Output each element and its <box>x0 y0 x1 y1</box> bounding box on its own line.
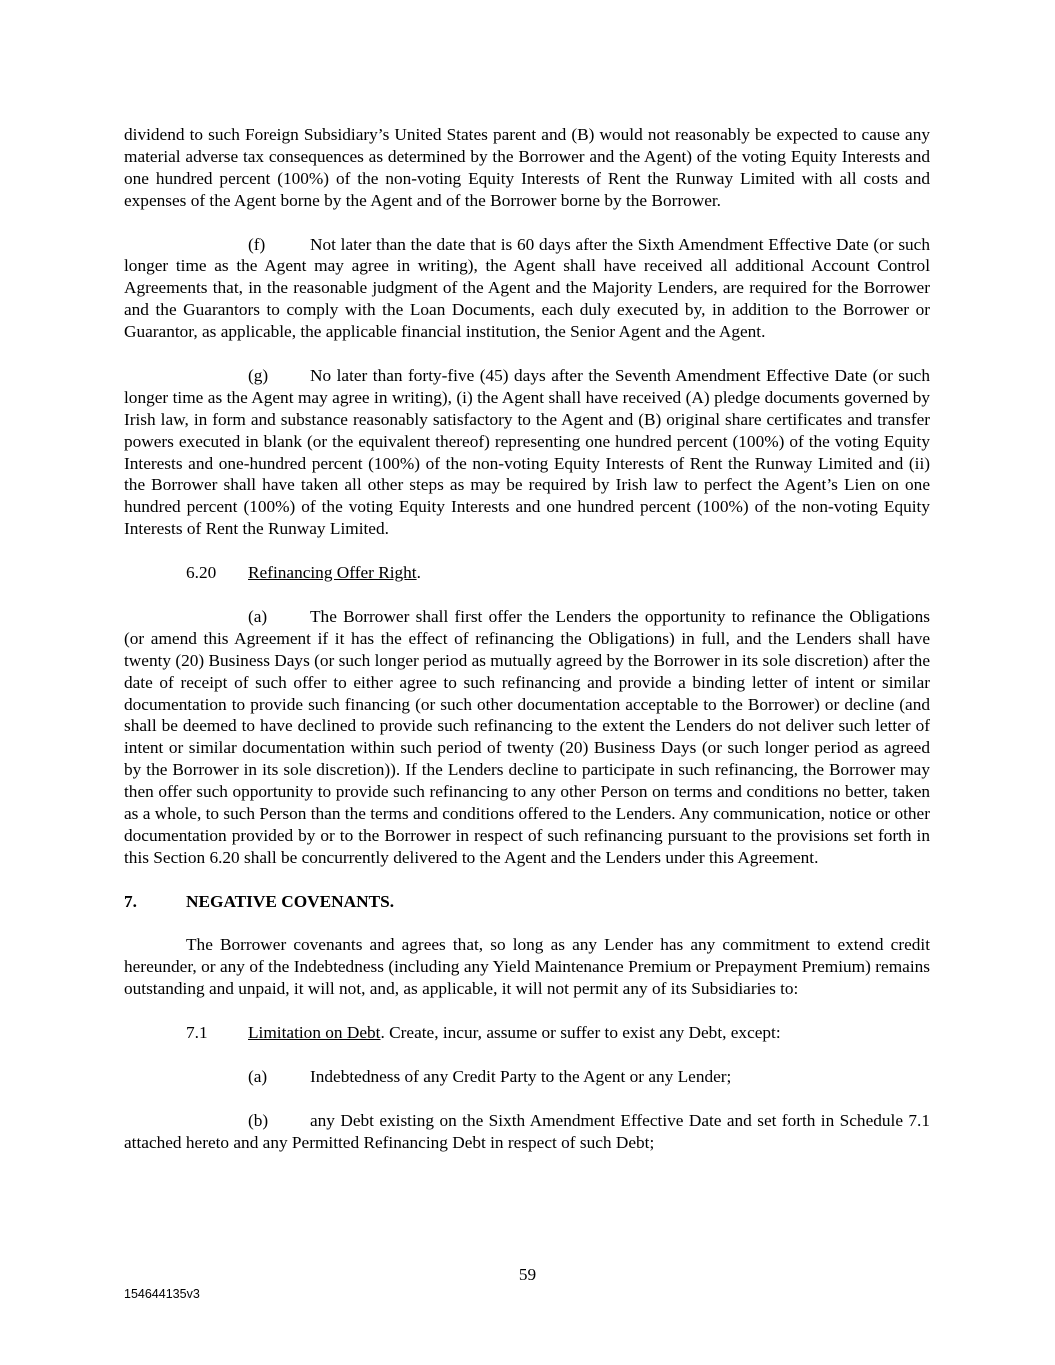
document-id: 154644135v3 <box>124 1287 200 1301</box>
paragraph-g <box>124 365 930 540</box>
clause-label: (g) <box>248 365 269 385</box>
section-number: 7.1 <box>186 1023 208 1043</box>
paragraph-7-1-b <box>124 1110 930 1154</box>
clause-text: any Debt existing on the Sixth Amendment Effective Date and set forth in Schedule 7.1 attached hereto and any Permitted Refinancing Debt in respect of such Debt; <box>124 1110 930 1152</box>
article-7-heading <box>124 891 930 913</box>
clause-label: (a) <box>248 606 268 626</box>
article-7-intro: The Borrower covenants and agrees that, so long as any Lender has any commitment to extend credit hereunder, or any of the Indebtedness (including any Yield Maintenance Premium or Prepayment Premium) remains outstanding and unpaid, it will not, and, as applicable, it will not permit any of its Subsidiaries to: <box>124 935 930 999</box>
article-title: NEGATIVE COVENANTS. <box>186 891 395 911</box>
clause-label: (b) <box>248 1110 269 1130</box>
paragraph-6-20-a <box>124 606 930 869</box>
section-title: Limitation on Debt <box>248 1023 381 1043</box>
article-number: 7. <box>124 891 137 911</box>
paragraph-f <box>124 234 930 344</box>
clause-text: The Borrower shall first offer the Lenders the opportunity to refinance the Obligations (or amend this Agreement if it has the effect of refinancing the Obligations) in full, and the Lenders shall have twenty (20) Business Days (or such longer period as mutually agreed by the Borrower in its sole discretion) after the date of receipt of such offer to either agree to such refinancing and provide a binding letter of intent or similar documentation to provide such financing (or such other documentation acceptable to the Borrower) or decline (and shall be deemed to have declined to provide such refinancing to the extent the Lenders do not deliver such letter of intent or similar documentation within such period of twenty (20) Business Days (or such longer period as agreed by the Borrower in its sole discretion)). If the Lenders decline to participate in such refinancing, the Borrower may then offer such opportunity to provide such refinancing to any other Person on terms and conditions no better, taken as a whole, to such Person than the terms and conditions offered to the Lenders. Any communication, notice or other documentation provided by or to the Borrower in respect of such refinancing pursuant to the provisions set forth in this Section 6.20 shall be concurrently delivered to the Agent and the Lenders under this Agreement. <box>124 606 930 867</box>
document-page <box>124 124 930 1153</box>
clause-label: (f) <box>248 234 266 254</box>
clause-text: Indebtedness of any Credit Party to the Agent or any Lender; <box>310 1066 732 1086</box>
section-7-1 <box>124 1022 930 1044</box>
paragraph-continuation: dividend to such Foreign Subsidiary’s United States parent and (B) would not reasonably be expected to cause any material adverse tax consequences as determined by the Borrower and the Agent) of the voting Equity Interests and one hundred percent (100%) of the non-voting Equity Interests of Rent the Runway Limited with all costs and expenses of the Agent borne by the Agent and of the Borrower borne by the Borrower. <box>124 125 930 210</box>
section-title-period: . <box>416 563 421 583</box>
clause-text: No later than forty-five (45) days after the Seventh Amendment Effective Date (or such longer time as the Agent may agree in writing), (i) the Agent shall have received (A) pledge documents governed by Irish law, in form and substance reasonably satisfactory to the Agent and (B) original share certificates and transfer powers executed in blank (or the equivalent thereof) representing one hundred percent (100%) of the voting Equity Interests and one-hundred percent (100%) of the non-voting Equity Interests of Rent the Runway Limited and (ii) the Borrower shall have taken all other steps as may be required by Irish law to perfect the Agent’s Lien on one hundred percent (100%) of the voting Equity Interests and one hundred percent (100%) of the non-voting Equity Interests of Rent the Runway Limited. <box>124 365 930 539</box>
section-title: Refinancing Offer Right <box>248 563 417 583</box>
clause-label: (a) <box>248 1066 268 1086</box>
paragraph-7-1-a <box>124 1066 930 1088</box>
section-6-20-heading <box>124 562 930 584</box>
section-text: . Create, incur, assume or suffer to exist any Debt, except: <box>380 1023 781 1043</box>
clause-text: Not later than the date that is 60 days after the Sixth Amendment Effective Date (or such longer time as the Agent may agree in writing), the Agent shall have received all additional Account Control Agreements that, in the reasonable judgment of the Agent and the Majority Lenders, are required for the Borrower and the Guarantors to comply with the Loan Documents, each duly executed by, in addition to the Borrower or Guarantor, as applicable, the applicable financial institution, the Senior Agent and the Agent. <box>124 234 930 342</box>
section-number: 6.20 <box>186 563 217 583</box>
page-number: 59 <box>518 1265 537 1284</box>
